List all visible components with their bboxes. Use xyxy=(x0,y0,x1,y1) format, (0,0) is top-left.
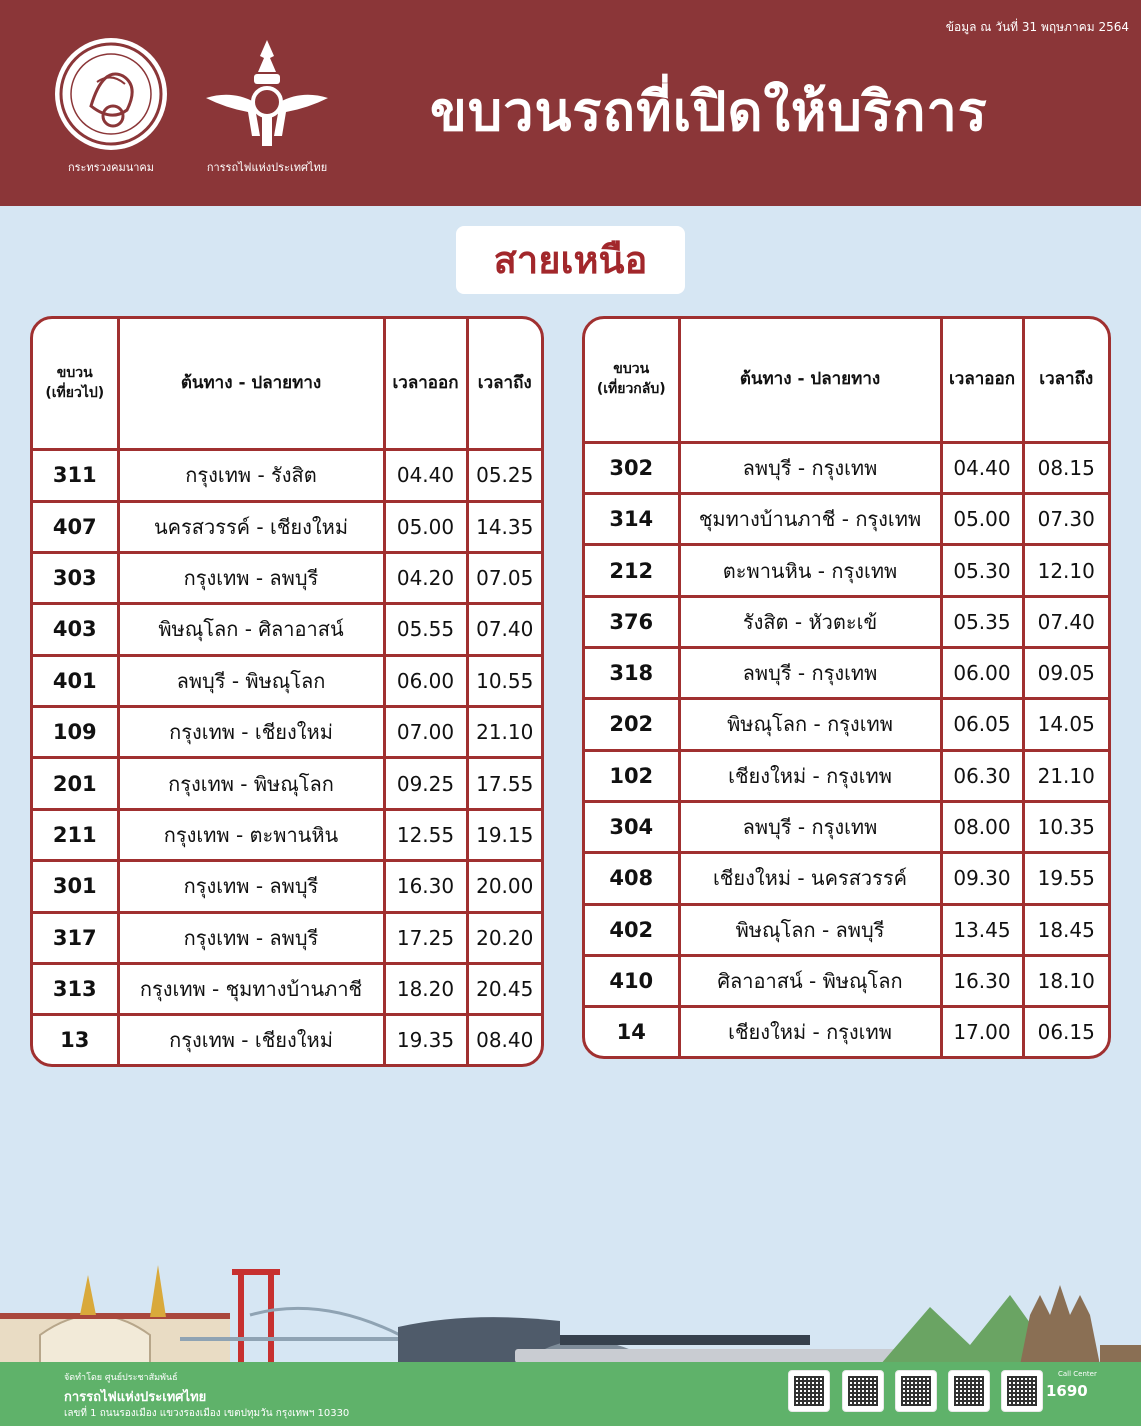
data-date-note: ข้อมูล ณ วันที่ 31 พฤษภาคม 2564 xyxy=(945,20,1129,34)
depart-time: 06.30 xyxy=(941,750,1023,801)
arrive-time: 20.20 xyxy=(467,912,541,963)
outbound-header-row xyxy=(33,319,541,450)
route-cell: กรุงเทพ - ลพบุรี xyxy=(118,912,384,963)
header-banner xyxy=(0,0,1141,206)
timetable-row xyxy=(585,750,1108,801)
depart-time: 16.30 xyxy=(384,861,467,912)
timetable-row xyxy=(585,596,1108,647)
call-center-number[interactable]: 1690 xyxy=(1046,1382,1088,1400)
train-number: 212 xyxy=(585,545,679,596)
train-number: 201 xyxy=(33,758,118,809)
header-route: ต้นทาง - ปลายทาง xyxy=(679,319,941,442)
route-cell: พิษณุโลก - ลพบุรี xyxy=(679,904,941,955)
footer-org-name: การรถไฟแห่งประเทศไทย xyxy=(64,1390,207,1405)
section-label-northern: สายเหนือ xyxy=(456,226,685,294)
srt-garuda-icon xyxy=(202,36,332,152)
timetable-row xyxy=(33,604,541,655)
train-number: 211 xyxy=(33,809,118,860)
route-cell: พิษณุโลก - ศิลาอาสน์ xyxy=(118,604,384,655)
header-train-label: ขบวน xyxy=(56,364,93,381)
route-cell: กรุงเทพ - ลพบุรี xyxy=(118,861,384,912)
depart-time: 17.25 xyxy=(384,912,467,963)
depart-time: 04.20 xyxy=(384,552,467,603)
route-cell: กรุงเทพ - ลพบุรี xyxy=(118,552,384,603)
route-cell: ชุมทางบ้านภาชี - กรุงเทพ xyxy=(679,494,941,545)
train-number: 303 xyxy=(33,552,118,603)
timetable-row xyxy=(585,955,1108,1006)
depart-time: 16.30 xyxy=(941,955,1023,1006)
temple-spire-icon xyxy=(80,1275,96,1315)
header-train-label: ขบวน xyxy=(613,361,650,378)
depart-time: 12.55 xyxy=(384,809,467,860)
arrive-time: 20.45 xyxy=(467,963,541,1014)
header-train-sublabel: (เที่ยวไป) xyxy=(45,384,105,401)
route-cell: เชียงใหม่ - กรุงเทพ xyxy=(679,1007,941,1056)
footer-bar xyxy=(0,1362,1141,1426)
arrive-time: 10.55 xyxy=(467,655,541,706)
app-icon[interactable] xyxy=(788,1370,830,1412)
arrive-time: 19.15 xyxy=(467,809,541,860)
timetable-row xyxy=(33,758,541,809)
depart-time: 05.00 xyxy=(384,501,467,552)
route-cell: ศิลาอาสน์ - พิษณุโลก xyxy=(679,955,941,1006)
depart-time: 18.20 xyxy=(384,963,467,1014)
route-cell: กรุงเทพ - รังสิต xyxy=(118,450,384,501)
train-number: 102 xyxy=(585,750,679,801)
arrive-time: 14.35 xyxy=(467,501,541,552)
depart-time: 06.00 xyxy=(941,648,1023,699)
train-number: 302 xyxy=(585,442,679,493)
arrive-time: 19.55 xyxy=(1023,853,1108,904)
train-number: 318 xyxy=(585,648,679,699)
depart-time: 05.00 xyxy=(941,494,1023,545)
timetable-row xyxy=(33,912,541,963)
route-cell: กรุงเทพ - ตะพานหิน xyxy=(118,809,384,860)
timetable-row xyxy=(585,699,1108,750)
header-arrive: เวลาถึง xyxy=(1023,319,1108,442)
header-depart: เวลาออก xyxy=(384,319,467,450)
route-cell: ลพบุรี - พิษณุโลก xyxy=(118,655,384,706)
arrive-time: 05.25 xyxy=(467,450,541,501)
city-skyline-illustration xyxy=(0,1255,1141,1365)
arrive-time: 21.10 xyxy=(467,707,541,758)
timetable-row xyxy=(33,1015,541,1064)
arrive-time: 07.40 xyxy=(1023,596,1108,647)
ancient-temple-icon xyxy=(1020,1285,1100,1365)
train-number: 376 xyxy=(585,596,679,647)
train-number: 109 xyxy=(33,707,118,758)
arrive-time: 07.05 xyxy=(467,552,541,603)
timetable-row xyxy=(33,450,541,501)
train-number: 403 xyxy=(33,604,118,655)
depart-time: 19.35 xyxy=(384,1015,467,1064)
depart-time: 05.35 xyxy=(941,596,1023,647)
arrive-time: 18.10 xyxy=(1023,955,1108,1006)
depart-time: 08.00 xyxy=(941,801,1023,852)
arrive-time: 07.30 xyxy=(1023,494,1108,545)
depart-time: 04.40 xyxy=(384,450,467,501)
arrive-time: 17.55 xyxy=(467,758,541,809)
train-number: 408 xyxy=(585,853,679,904)
timetable-row xyxy=(33,809,541,860)
inbound-timetable xyxy=(582,316,1111,1059)
qr-code-icon[interactable] xyxy=(842,1370,884,1412)
timetable-row xyxy=(585,545,1108,596)
qr-code-icon[interactable] xyxy=(948,1370,990,1412)
depart-time: 17.00 xyxy=(941,1007,1023,1056)
header-train-outbound xyxy=(33,319,118,450)
footer-producer: จัดทำโดย ศูนย์ประชาสัมพันธ์ xyxy=(64,1373,178,1383)
header-arrive: เวลาถึง xyxy=(467,319,541,450)
train-number: 202 xyxy=(585,699,679,750)
ministry-caption: กระทรวงคมนาคม xyxy=(67,161,155,174)
inbound-header-row xyxy=(585,319,1108,442)
page-title: ขบวนรถที่เปิดให้บริการ xyxy=(430,80,988,143)
qr-code-icon[interactable] xyxy=(895,1370,937,1412)
train-number: 311 xyxy=(33,450,118,501)
route-cell: กรุงเทพ - พิษณุโลก xyxy=(118,758,384,809)
train-number: 410 xyxy=(585,955,679,1006)
depart-time: 07.00 xyxy=(384,707,467,758)
route-cell: เชียงใหม่ - กรุงเทพ xyxy=(679,750,941,801)
timetable-row xyxy=(585,1007,1108,1056)
call-center-label: Call Center xyxy=(1058,1370,1097,1378)
train-icon xyxy=(515,1349,905,1363)
srt-logo xyxy=(202,36,332,176)
header-train-inbound xyxy=(585,319,679,442)
route-cell: เชียงใหม่ - นครสวรรค์ xyxy=(679,853,941,904)
depart-time: 09.30 xyxy=(941,853,1023,904)
train-number: 313 xyxy=(33,963,118,1014)
route-cell: รังสิต - หัวตะเข้ xyxy=(679,596,941,647)
depart-time: 04.40 xyxy=(941,442,1023,493)
ministry-logo xyxy=(46,36,176,176)
train-number: 14 xyxy=(585,1007,679,1056)
route-cell: พิษณุโลก - กรุงเทพ xyxy=(679,699,941,750)
train-number: 301 xyxy=(33,861,118,912)
footer-address: เลขที่ 1 ถนนรองเมือง แขวงรองเมือง เขตปทุมวัน กรุงเทพฯ 10330 xyxy=(64,1408,350,1419)
timetable-row xyxy=(33,501,541,552)
header-route: ต้นทาง - ปลายทาง xyxy=(118,319,384,450)
train-number: 314 xyxy=(585,494,679,545)
timetable-row xyxy=(585,904,1108,955)
arrive-time: 14.05 xyxy=(1023,699,1108,750)
outbound-timetable xyxy=(30,316,544,1067)
arrive-time: 20.00 xyxy=(467,861,541,912)
train-number: 317 xyxy=(33,912,118,963)
srt-caption: การรถไฟแห่งประเทศไทย xyxy=(206,161,328,174)
qr-code-icon[interactable] xyxy=(1001,1370,1043,1412)
train-number: 304 xyxy=(585,801,679,852)
arrive-time: 21.10 xyxy=(1023,750,1108,801)
timetable-row xyxy=(33,655,541,706)
train-number: 407 xyxy=(33,501,118,552)
route-cell: ลพบุรี - กรุงเทพ xyxy=(679,801,941,852)
route-cell: ลพบุรี - กรุงเทพ xyxy=(679,442,941,493)
timetable-row xyxy=(585,801,1108,852)
arrive-time: 12.10 xyxy=(1023,545,1108,596)
timetable-row xyxy=(585,648,1108,699)
depart-time: 09.25 xyxy=(384,758,467,809)
arrive-time: 08.15 xyxy=(1023,442,1108,493)
timetable-row xyxy=(33,963,541,1014)
arrive-time: 07.40 xyxy=(467,604,541,655)
depart-time: 05.55 xyxy=(384,604,467,655)
arrive-time: 08.40 xyxy=(467,1015,541,1064)
timetable-row xyxy=(585,853,1108,904)
route-cell: ลพบุรี - กรุงเทพ xyxy=(679,648,941,699)
route-cell: กรุงเทพ - ชุมทางบ้านภาชี xyxy=(118,963,384,1014)
route-cell: กรุงเทพ - เชียงใหม่ xyxy=(118,1015,384,1064)
depart-time: 06.05 xyxy=(941,699,1023,750)
timetable-row xyxy=(33,707,541,758)
route-cell: นครสวรรค์ - เชียงใหม่ xyxy=(118,501,384,552)
arrive-time: 10.35 xyxy=(1023,801,1108,852)
depart-time: 05.30 xyxy=(941,545,1023,596)
train-number: 402 xyxy=(585,904,679,955)
route-cell: ตะพานหิน - กรุงเทพ xyxy=(679,545,941,596)
timetable-row xyxy=(585,442,1108,493)
timetable-row xyxy=(33,861,541,912)
timetable-row xyxy=(585,494,1108,545)
header-depart: เวลาออก xyxy=(941,319,1023,442)
route-cell: กรุงเทพ - เชียงใหม่ xyxy=(118,707,384,758)
train-number: 13 xyxy=(33,1015,118,1064)
giant-swing-icon xyxy=(238,1271,244,1365)
depart-time: 13.45 xyxy=(941,904,1023,955)
ministry-emblem-icon xyxy=(53,36,169,152)
timetable-row xyxy=(33,552,541,603)
train-number: 401 xyxy=(33,655,118,706)
arrive-time: 06.15 xyxy=(1023,1007,1108,1056)
arrive-time: 18.45 xyxy=(1023,904,1108,955)
header-train-sublabel: (เที่ยวกลับ) xyxy=(596,380,666,397)
arrive-time: 09.05 xyxy=(1023,648,1108,699)
depart-time: 06.00 xyxy=(384,655,467,706)
